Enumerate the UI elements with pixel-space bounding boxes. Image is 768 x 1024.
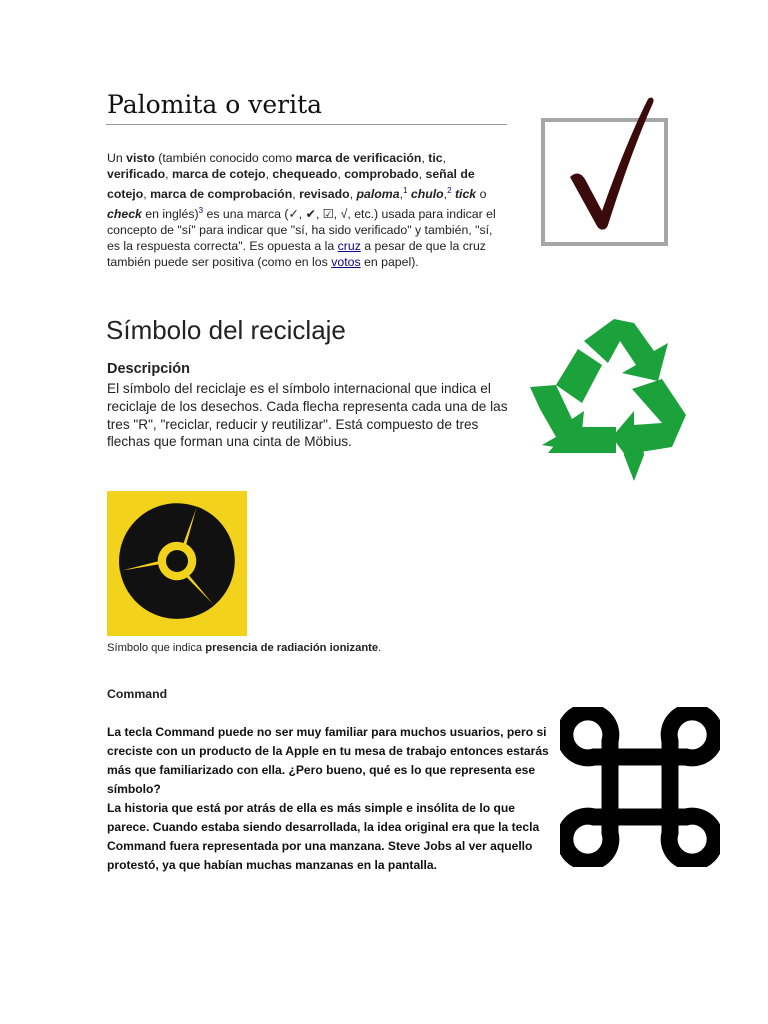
reference-3[interactable]: 3 — [198, 205, 204, 215]
link-cruz[interactable]: cruz — [337, 238, 361, 253]
section-title-palomita: Palomita o verita — [107, 90, 323, 119]
radiation-caption: Símbolo que indica presencia de radiación ionizante. — [107, 642, 382, 654]
subtitle-descripcion: Descripción — [107, 361, 190, 377]
link-votos[interactable]: votos — [331, 254, 361, 269]
section-title-command: Command — [107, 687, 168, 701]
command-key-icon — [560, 707, 720, 867]
section-title-reciclaje: Símbolo del reciclaje — [106, 315, 346, 345]
reference-1[interactable]: 1 — [402, 185, 408, 195]
recycle-description: El símbolo del reciclaje es el símbolo internacional que indica el reciclaje de los desechos. Cada flecha representa cada una de las tres "R", "reciclar, reducir y reutilizar". Está compuesto de tres flechas que forman una cinta de Möbius. — [107, 381, 508, 450]
recycling-icon — [522, 315, 692, 485]
radiation-icon — [107, 491, 247, 636]
command-description: La tecla Command puede no ser muy familiar para muchos usuarios, pero si creciste con un producto de la Apple en tu mesa de trabajo entonces estarás más que familiarizado con ella. ¿Pero bueno, qué es lo que representa ese símbolo? La historia que está por atrás de ella es más simple e insólita de lo que parece. Cuando estaba siendo desarrollada, la idea original era que la tecla Command fuera representada por una manzana. Steve Jobs al ver aquello protestó, ya que habían muchas manzanas en la pantalla. — [107, 725, 549, 872]
reference-2[interactable]: 2 — [447, 185, 452, 195]
checkmark-description: Un visto (también conocido como marca de verificación, tic, verificado, marca de cotejo, chequeado, comprobado, señal de cotejo, marca de comprobación, revisado, paloma,$^1$ chulo,$^2$ tick o check en inglés)$^3$ es una marca (✓, ✔, ☑, √, etc.) usada para indicar el concepto de "sí" para indicar que "sí, ha sido verificado" y también, "sí, es la respuesta correcta". Es opuesta a la cruz a pesar de que la cruz también puede ser positiva (como en los votos en papel). — [107, 151, 496, 269]
checkmark-icon — [562, 95, 658, 233]
title-underline — [106, 124, 507, 125]
